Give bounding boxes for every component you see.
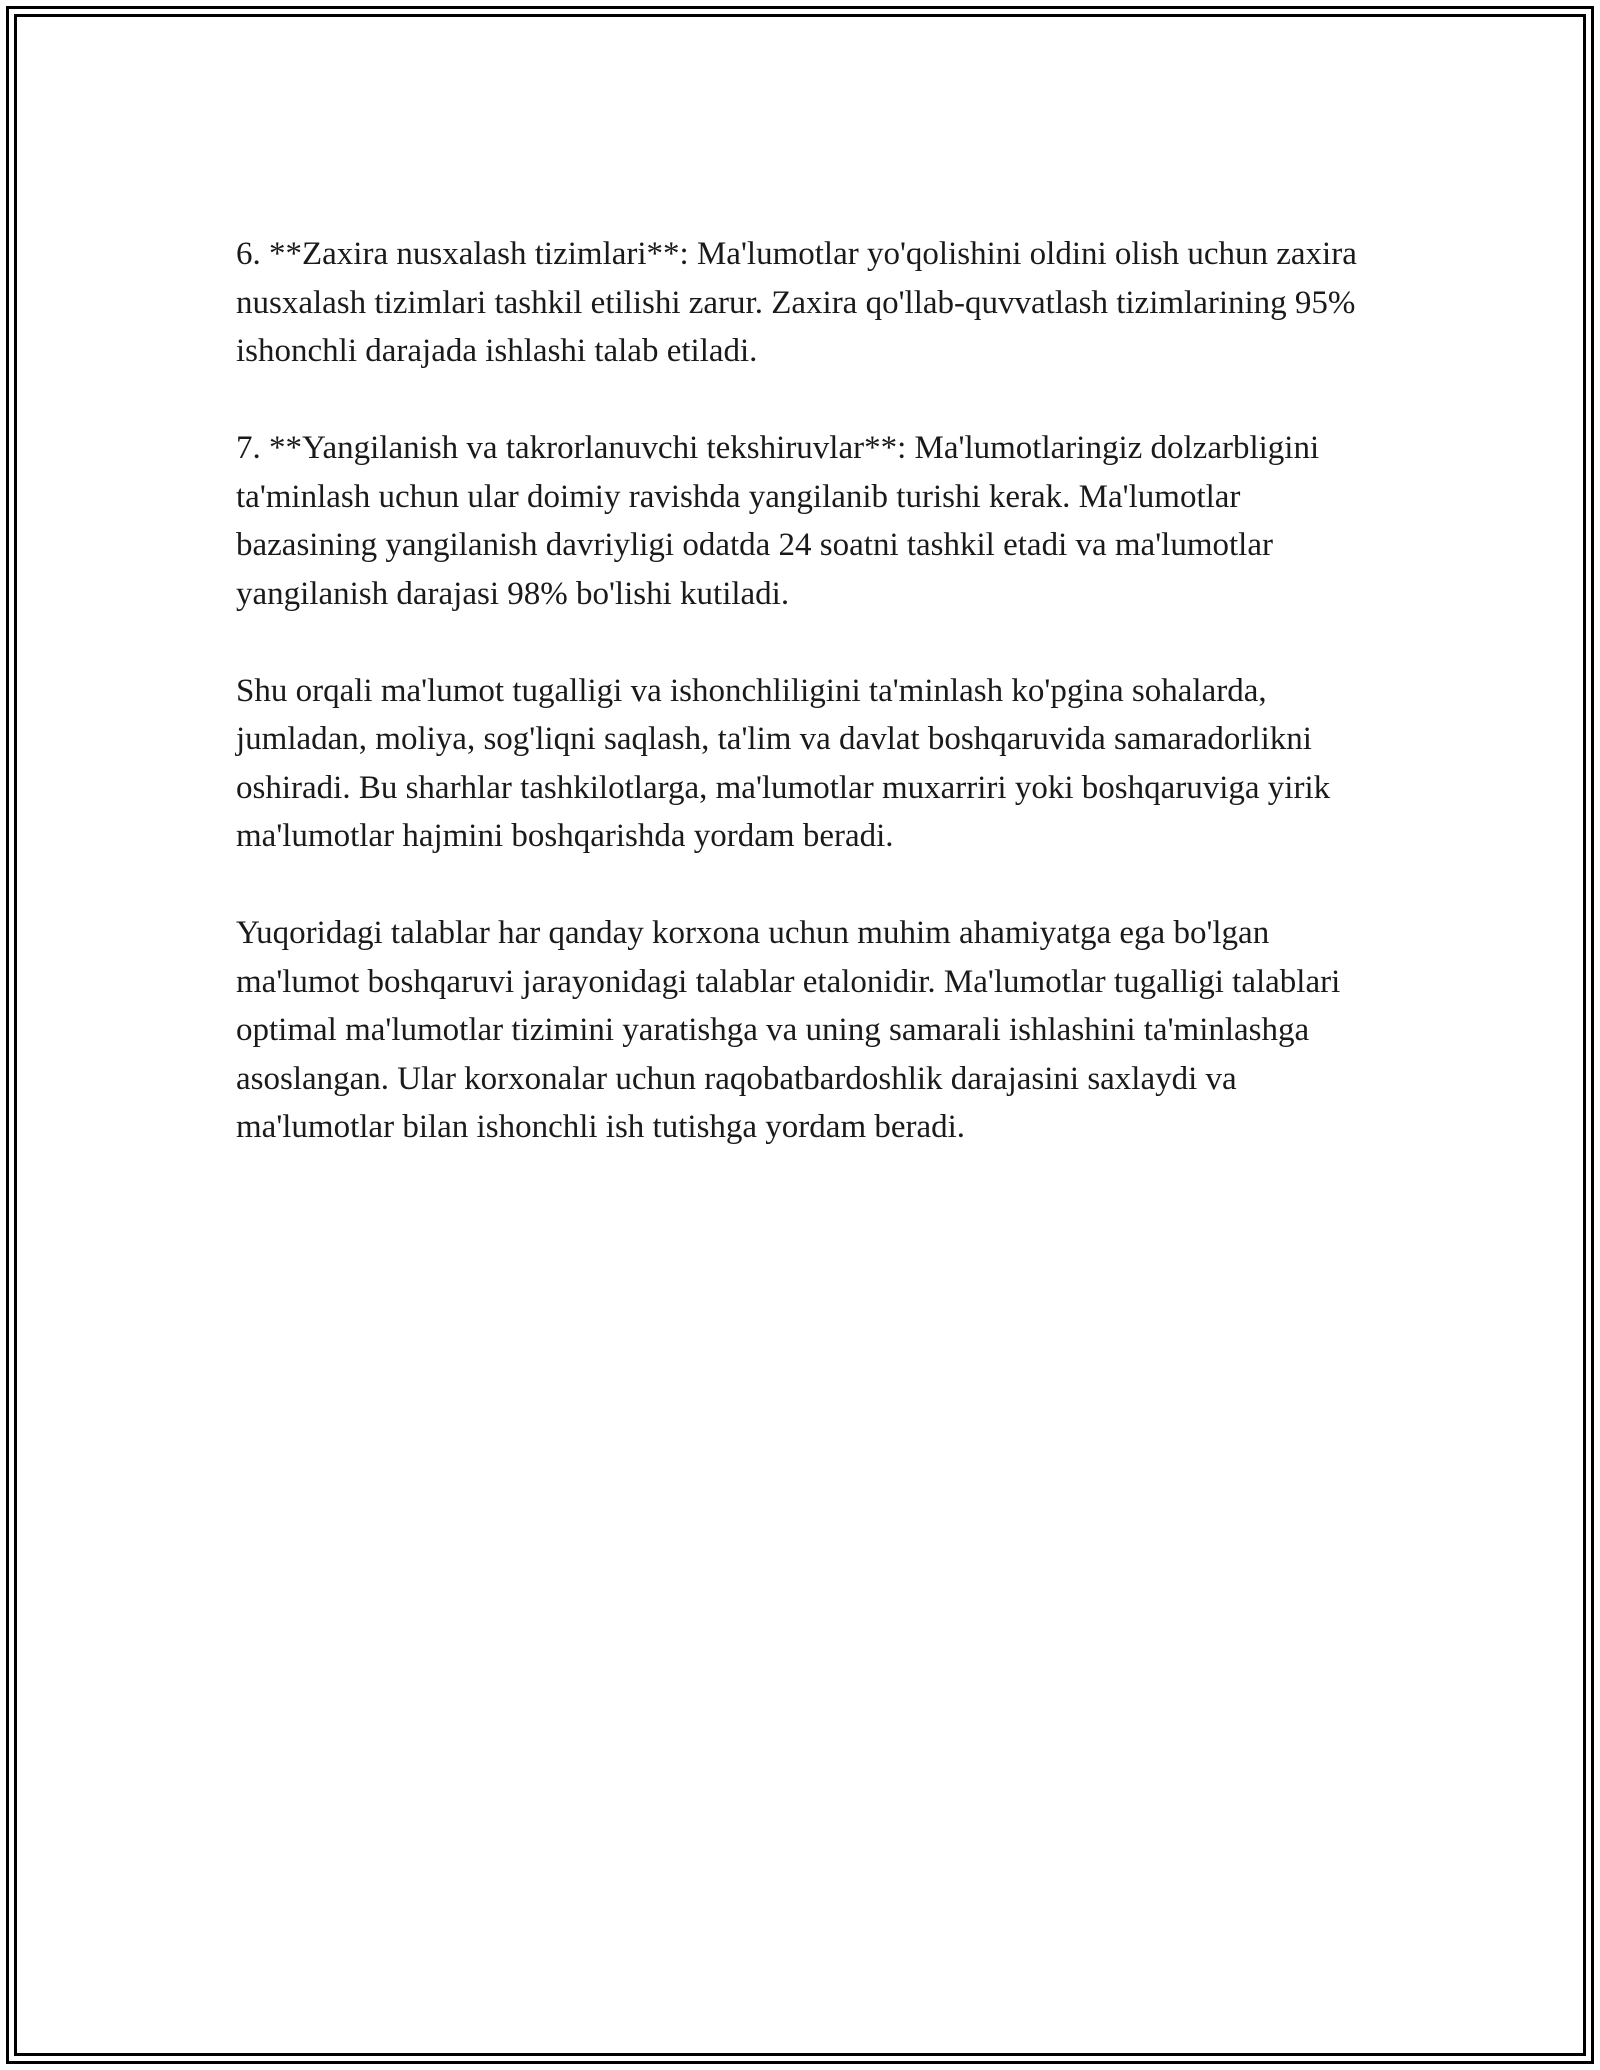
- paragraph-conclusion: Yuqoridagi talablar har qanday korxona uchun muhim ahamiyatga ega bo'lgan ma'lumot boshqaruvi jarayonidagi talablar etalonidir. Ma'lumotlar tugalligi talablari optimal ma'lumotlar tizimini yaratishga va uning samarali ishlashini ta'minlashga asoslangan. Ular korxonalar uchun raqobatbardoshlik darajasini saxlaydi va ma'lumotlar bilan ishonchli ish tutishga yordam beradi.: [236, 915, 1341, 1145]
- paragraph-updates-checks: 7. **Yangilanish va takrorlanuvchi tekshiruvlar**: Ma'lumotlaringiz dolzarbligini ta'minlash uchun ular doimiy ravishda yangilanib turishi kerak. Ma'lumotlar bazasining yangilanish davriyligi odatda 24 soatni tashkil etadi va ma'lumotlar yangilanish darajasi 98% bo'lishi kutiladi.: [236, 430, 1320, 612]
- paragraph-backup-systems: 6. **Zaxira nusxalash tizimlari**: Ma'lumotlar yo'qolishini oldini olish uchun zaxira nusxalash tizimlari tashkil etilishi zarur. Zaxira qo'llab-quvvatlash tizimlarining 95% ishonchli darajada ishlashi talab etiladi.: [236, 236, 1357, 369]
- paragraph-reliability-summary: Shu orqali ma'lumot tugalligi va ishonchliligini ta'minlash ko'pgina sohalarda, jumladan, moliya, sog'liqni saqlash, ta'lim va davlat boshqaruvida samaradorlikni oshiradi. Bu sharhlar tashkilotlarga, ma'lumotlar muxarriri yoki boshqaruviga yirik ma'lumotlar hajmini boshqarishda yordam beradi.: [236, 672, 1331, 854]
- document-body: [236, 230, 1386, 1200]
